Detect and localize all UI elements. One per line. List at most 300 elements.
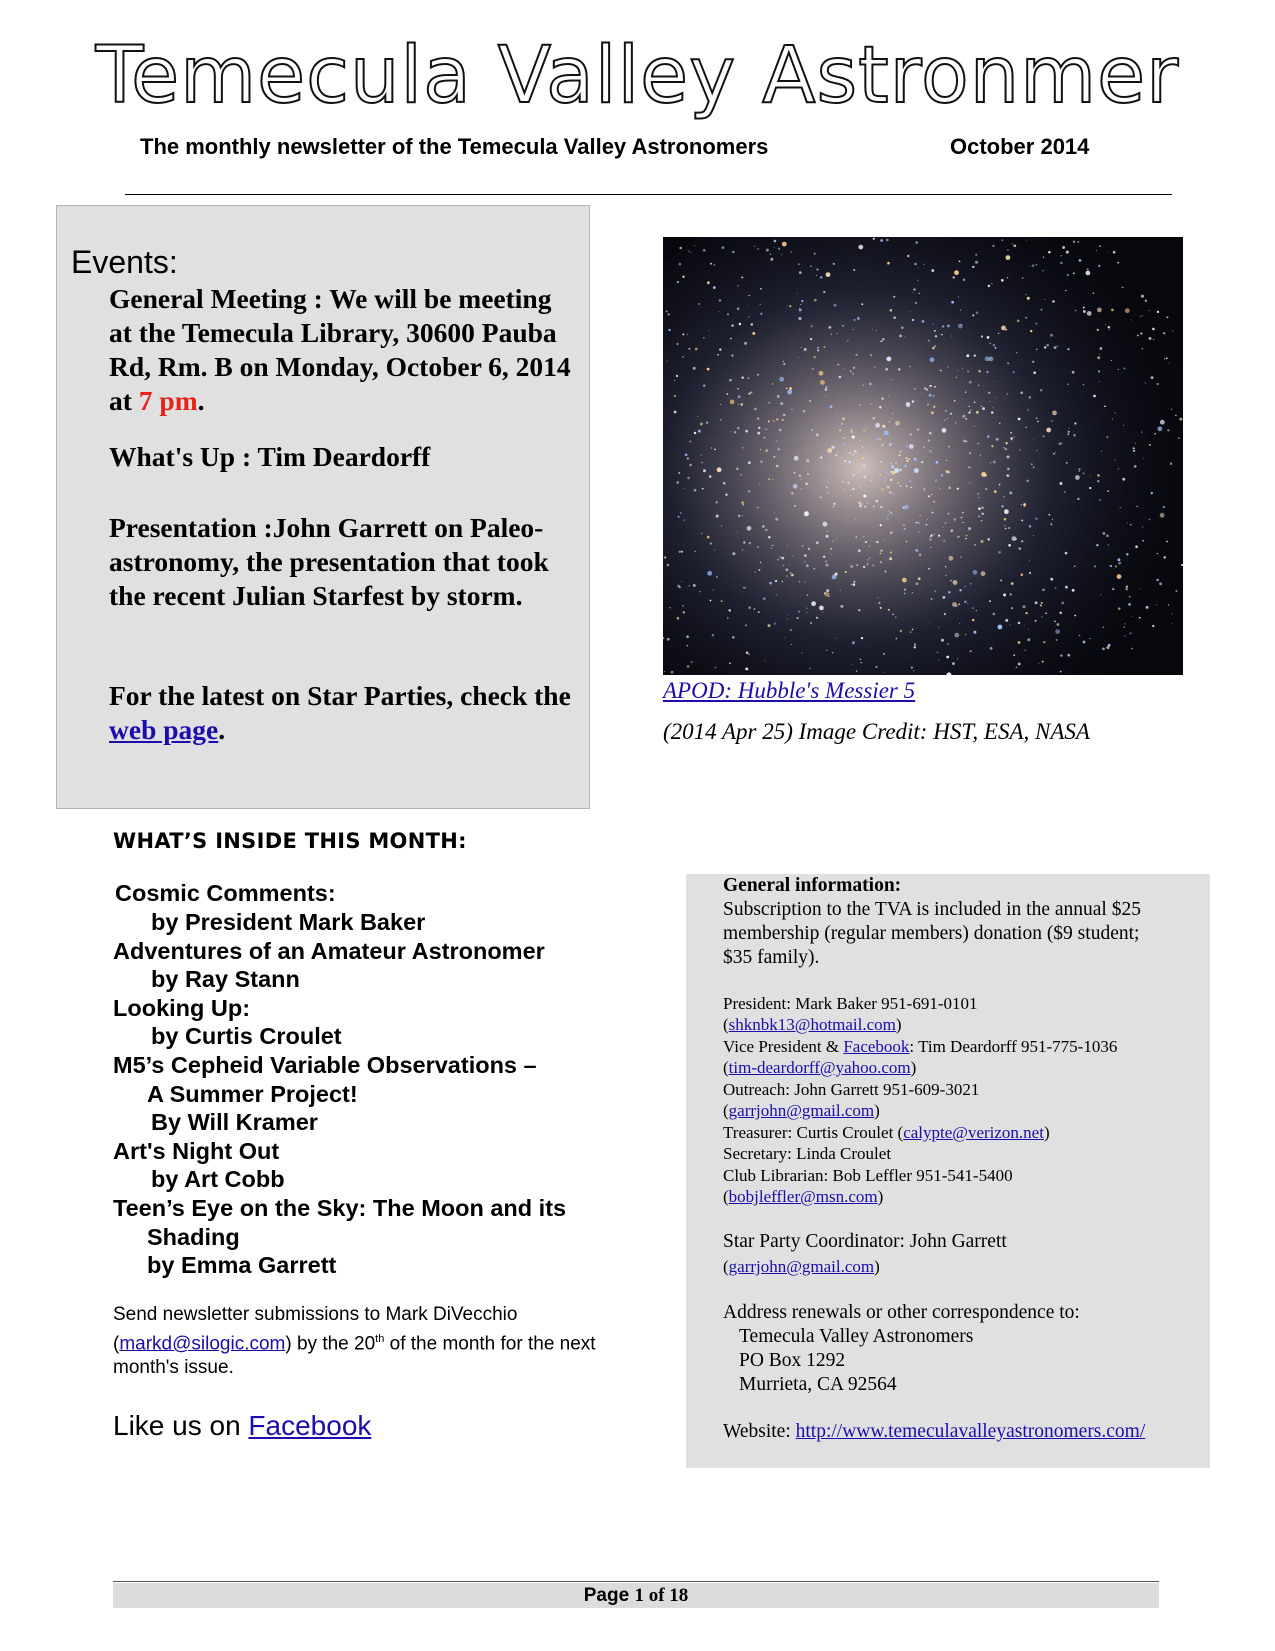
address-line: Murrieta, CA 92564 [739,1374,897,1395]
vp-email-line: (tim-deardorff@yahoo.com) [723,1058,917,1077]
general-meeting-text [109,282,579,418]
star [918,293,920,295]
star [703,469,706,472]
star [1157,311,1159,313]
star [970,650,972,652]
submission-email-link[interactable]: markd@silogic.com [119,1333,286,1355]
star [774,512,775,513]
star [834,304,837,307]
star [870,354,872,356]
star [932,347,934,349]
star [1097,308,1102,313]
star [1025,427,1026,428]
star [937,652,939,654]
star [748,654,749,655]
star [851,584,852,585]
star [812,368,814,370]
star [1086,271,1091,276]
star [978,497,980,499]
star [889,557,892,560]
treasurer-text: Treasurer: Curtis Croulet ( [723,1123,904,1142]
star [1104,405,1106,407]
star [858,502,861,505]
page-count: 1 of 18 [634,1585,689,1606]
star [1102,648,1105,651]
star [887,464,888,465]
facebook-link[interactable]: Facebook [248,1410,372,1441]
star [850,371,852,373]
star [876,500,878,502]
star [799,308,800,309]
star [1135,443,1136,444]
submission-text-2: ) by the 20 [285,1333,376,1355]
submission-text-3: of the month for the next month's issue. [113,1333,596,1379]
star [880,239,883,242]
star [833,506,835,508]
star [729,379,732,382]
star [830,405,833,408]
star [929,432,931,434]
star [879,474,881,476]
address-line: Temecula Valley Astronomers [739,1326,974,1347]
star [950,413,952,415]
star [938,535,940,537]
star [1053,453,1055,455]
star [757,507,759,509]
star [774,247,775,248]
star [1030,266,1031,267]
star [786,618,787,619]
star [1149,444,1151,446]
star [922,320,925,323]
treasurer-email-link[interactable]: calypte@verizon.net [903,1123,1044,1142]
star [682,276,684,278]
star [674,395,676,397]
star [1115,459,1116,460]
star [831,553,832,554]
star [1059,442,1062,445]
star [1142,348,1143,349]
star [1033,535,1034,536]
star [1089,638,1090,639]
star [936,461,939,464]
address-line: PO Box 1292 [739,1350,846,1371]
star [791,409,792,410]
star [777,395,780,398]
star [1020,391,1023,394]
star [806,564,809,567]
star [757,432,760,435]
star [758,611,760,613]
star [863,475,866,478]
star [1090,475,1091,476]
star [1033,439,1034,440]
star [870,403,872,405]
star [748,393,750,395]
star [1006,474,1008,476]
star [789,387,792,390]
star [995,347,997,349]
star [1172,623,1173,624]
star [921,461,923,463]
star [774,623,776,625]
star [1163,332,1165,334]
website-link[interactable]: http://www.temeculavalleyastronomers.com/ [795,1421,1146,1442]
star [909,366,911,368]
star [959,589,961,591]
star [1153,339,1155,341]
star [749,542,751,544]
star [977,493,979,495]
star [981,520,982,521]
star [804,348,807,351]
star [873,417,875,419]
star [1096,250,1097,251]
star [856,564,858,566]
star [813,490,814,491]
star [933,324,934,325]
outreach-email-line: (garrjohn@gmail.com) [723,1101,880,1120]
star [765,529,767,531]
star [892,493,894,495]
star [889,421,891,423]
star [888,514,889,515]
star [1154,433,1156,435]
star [1025,317,1027,319]
star [926,524,928,526]
star [835,573,838,576]
star [794,472,796,474]
star [1146,606,1149,609]
star [726,393,728,395]
star [811,429,813,431]
star [1032,361,1034,363]
star [819,371,824,376]
star-party-line: Star Party Coordinator: John Garrett [723,1231,1007,1252]
star [933,395,935,397]
star [748,490,750,492]
star [847,449,849,451]
star [928,495,930,497]
star [1160,420,1165,425]
star [782,419,784,421]
star [688,585,690,587]
star [931,494,932,495]
star [778,248,780,250]
star [687,477,690,480]
star [843,444,845,446]
star [849,461,851,463]
toc-item: by Emma Garrett [147,1252,337,1278]
star [1069,428,1070,429]
star [738,404,739,405]
star [916,522,918,524]
star [884,431,889,436]
star [960,309,961,310]
star [1013,244,1016,247]
star [903,530,904,531]
star [1075,310,1076,311]
star [816,275,817,276]
star [1149,337,1152,340]
star [1141,295,1144,298]
apod-link[interactable]: APOD: Hubble's Messier 5 [663,678,916,703]
star [790,564,791,565]
star [1149,519,1151,521]
star [792,556,793,557]
star [965,440,967,442]
star [1011,582,1014,585]
star [955,422,957,424]
star [804,554,807,557]
star [1030,330,1032,332]
star [895,616,897,618]
star [849,452,851,454]
star-party-email-link[interactable]: garrjohn@gmail.com [728,1257,875,1276]
star [686,635,689,638]
star [1008,527,1010,529]
star [763,437,765,439]
star [1027,638,1030,641]
star [1066,462,1068,464]
star [774,240,777,243]
star [1001,326,1006,331]
star [721,600,723,602]
star [668,314,670,316]
star [768,402,770,404]
star [833,469,834,470]
star [1011,607,1013,609]
star [790,572,792,574]
star [765,449,768,452]
star [917,429,919,431]
star [892,613,894,615]
star [1143,458,1144,459]
star [869,557,871,559]
star [1036,264,1037,265]
star [891,379,892,380]
star [870,480,871,481]
toc-item: Teen’s Eye on the Sky: The Moon and its [113,1195,567,1221]
star [1128,603,1131,606]
star [884,477,886,479]
star [687,458,689,460]
like-us-text: Like us on [113,1410,249,1441]
star [905,336,906,337]
star [780,402,783,405]
star [1035,601,1038,604]
star [877,597,878,598]
star [867,503,868,504]
star [887,473,889,475]
star [981,406,982,407]
star [1097,356,1100,359]
star [737,285,739,287]
star [1142,540,1144,542]
star [683,611,685,613]
star [1127,523,1128,524]
web-page-link[interactable]: web page [109,714,219,745]
star [1130,632,1132,634]
star [898,368,900,370]
star [886,471,888,473]
star [962,415,965,418]
star [823,522,828,527]
star [959,623,960,624]
star [754,408,757,411]
star [947,325,950,328]
star [1170,463,1172,465]
star [677,281,679,283]
star [741,276,743,278]
star [1048,251,1050,253]
star [771,548,772,549]
star [787,305,788,306]
star [863,385,864,386]
star [1175,415,1176,416]
star [1087,311,1092,316]
star [830,334,831,335]
star [1126,586,1128,588]
star [1028,629,1029,630]
star [909,480,911,482]
star [1025,294,1026,295]
star [910,487,912,489]
star [783,565,785,567]
star [1122,478,1125,481]
star [676,375,678,377]
star [1041,602,1043,604]
star [945,575,947,577]
star [799,317,802,320]
star [1064,491,1065,492]
star [866,428,867,429]
star [924,264,925,265]
star [770,254,772,256]
star [1099,245,1101,247]
star [975,261,978,264]
star [768,624,771,627]
star [1141,431,1142,432]
president-email-line: (shknbk13@hotmail.com) [723,1015,902,1034]
star [880,340,882,342]
star [965,538,966,539]
star [1074,422,1076,424]
outreach-email-link[interactable]: garrjohn@gmail.com [728,1101,875,1120]
star [900,630,903,633]
star [1118,607,1121,610]
star [769,582,772,585]
star [832,652,833,653]
subscription-line: Subscription to the TVA is included in the annual $25 [723,899,1141,920]
star [972,266,974,268]
star [1054,620,1056,622]
star [998,625,1003,630]
star [959,261,961,263]
star [879,406,882,409]
star [894,468,899,473]
star [1043,435,1045,437]
star [826,272,831,277]
star [1151,492,1153,494]
star [802,545,804,547]
star [963,278,966,281]
president-email-link[interactable]: shknbk13@hotmail.com [728,1015,896,1034]
star [716,501,718,503]
star [989,401,990,402]
star [953,276,955,278]
star [878,602,880,604]
star [760,461,762,463]
vp-email-link[interactable]: tim-deardorff@yahoo.com [728,1058,911,1077]
star [1108,544,1109,545]
star [833,503,835,505]
star [1003,593,1006,596]
star [1134,465,1137,468]
star [730,400,735,405]
star [807,594,808,595]
star [1117,574,1122,579]
star [945,522,947,524]
star [966,535,968,537]
star [859,505,862,508]
vp-facebook-link[interactable]: Facebook [843,1037,910,1056]
star [1152,328,1155,331]
star [1140,332,1142,334]
star [777,559,779,561]
star [1067,383,1068,384]
star [972,314,974,316]
star [945,470,948,473]
star [1006,255,1011,260]
star [789,305,791,307]
star [728,609,731,612]
star [1001,505,1003,507]
star [1054,346,1057,349]
star [893,296,895,298]
star [799,581,800,582]
librarian-email-link[interactable]: bobjleffler@msn.com [728,1187,878,1206]
star [917,280,918,281]
star [906,460,908,462]
star [822,612,823,613]
star [865,541,867,543]
star [904,465,907,468]
star [965,392,966,393]
star [1018,547,1021,550]
star [1029,396,1031,398]
star [810,338,812,340]
star [743,587,745,589]
star [918,522,920,524]
star [883,653,885,655]
star [703,337,704,338]
star [687,665,690,668]
star [715,667,716,668]
star [664,671,665,672]
star [924,387,927,390]
star [781,254,782,255]
star [1073,240,1076,243]
star [1009,491,1012,494]
star [907,443,908,444]
star [1017,319,1020,322]
star [693,367,696,370]
star [880,607,882,609]
star [679,586,681,588]
star [1060,262,1063,265]
star [941,334,943,336]
